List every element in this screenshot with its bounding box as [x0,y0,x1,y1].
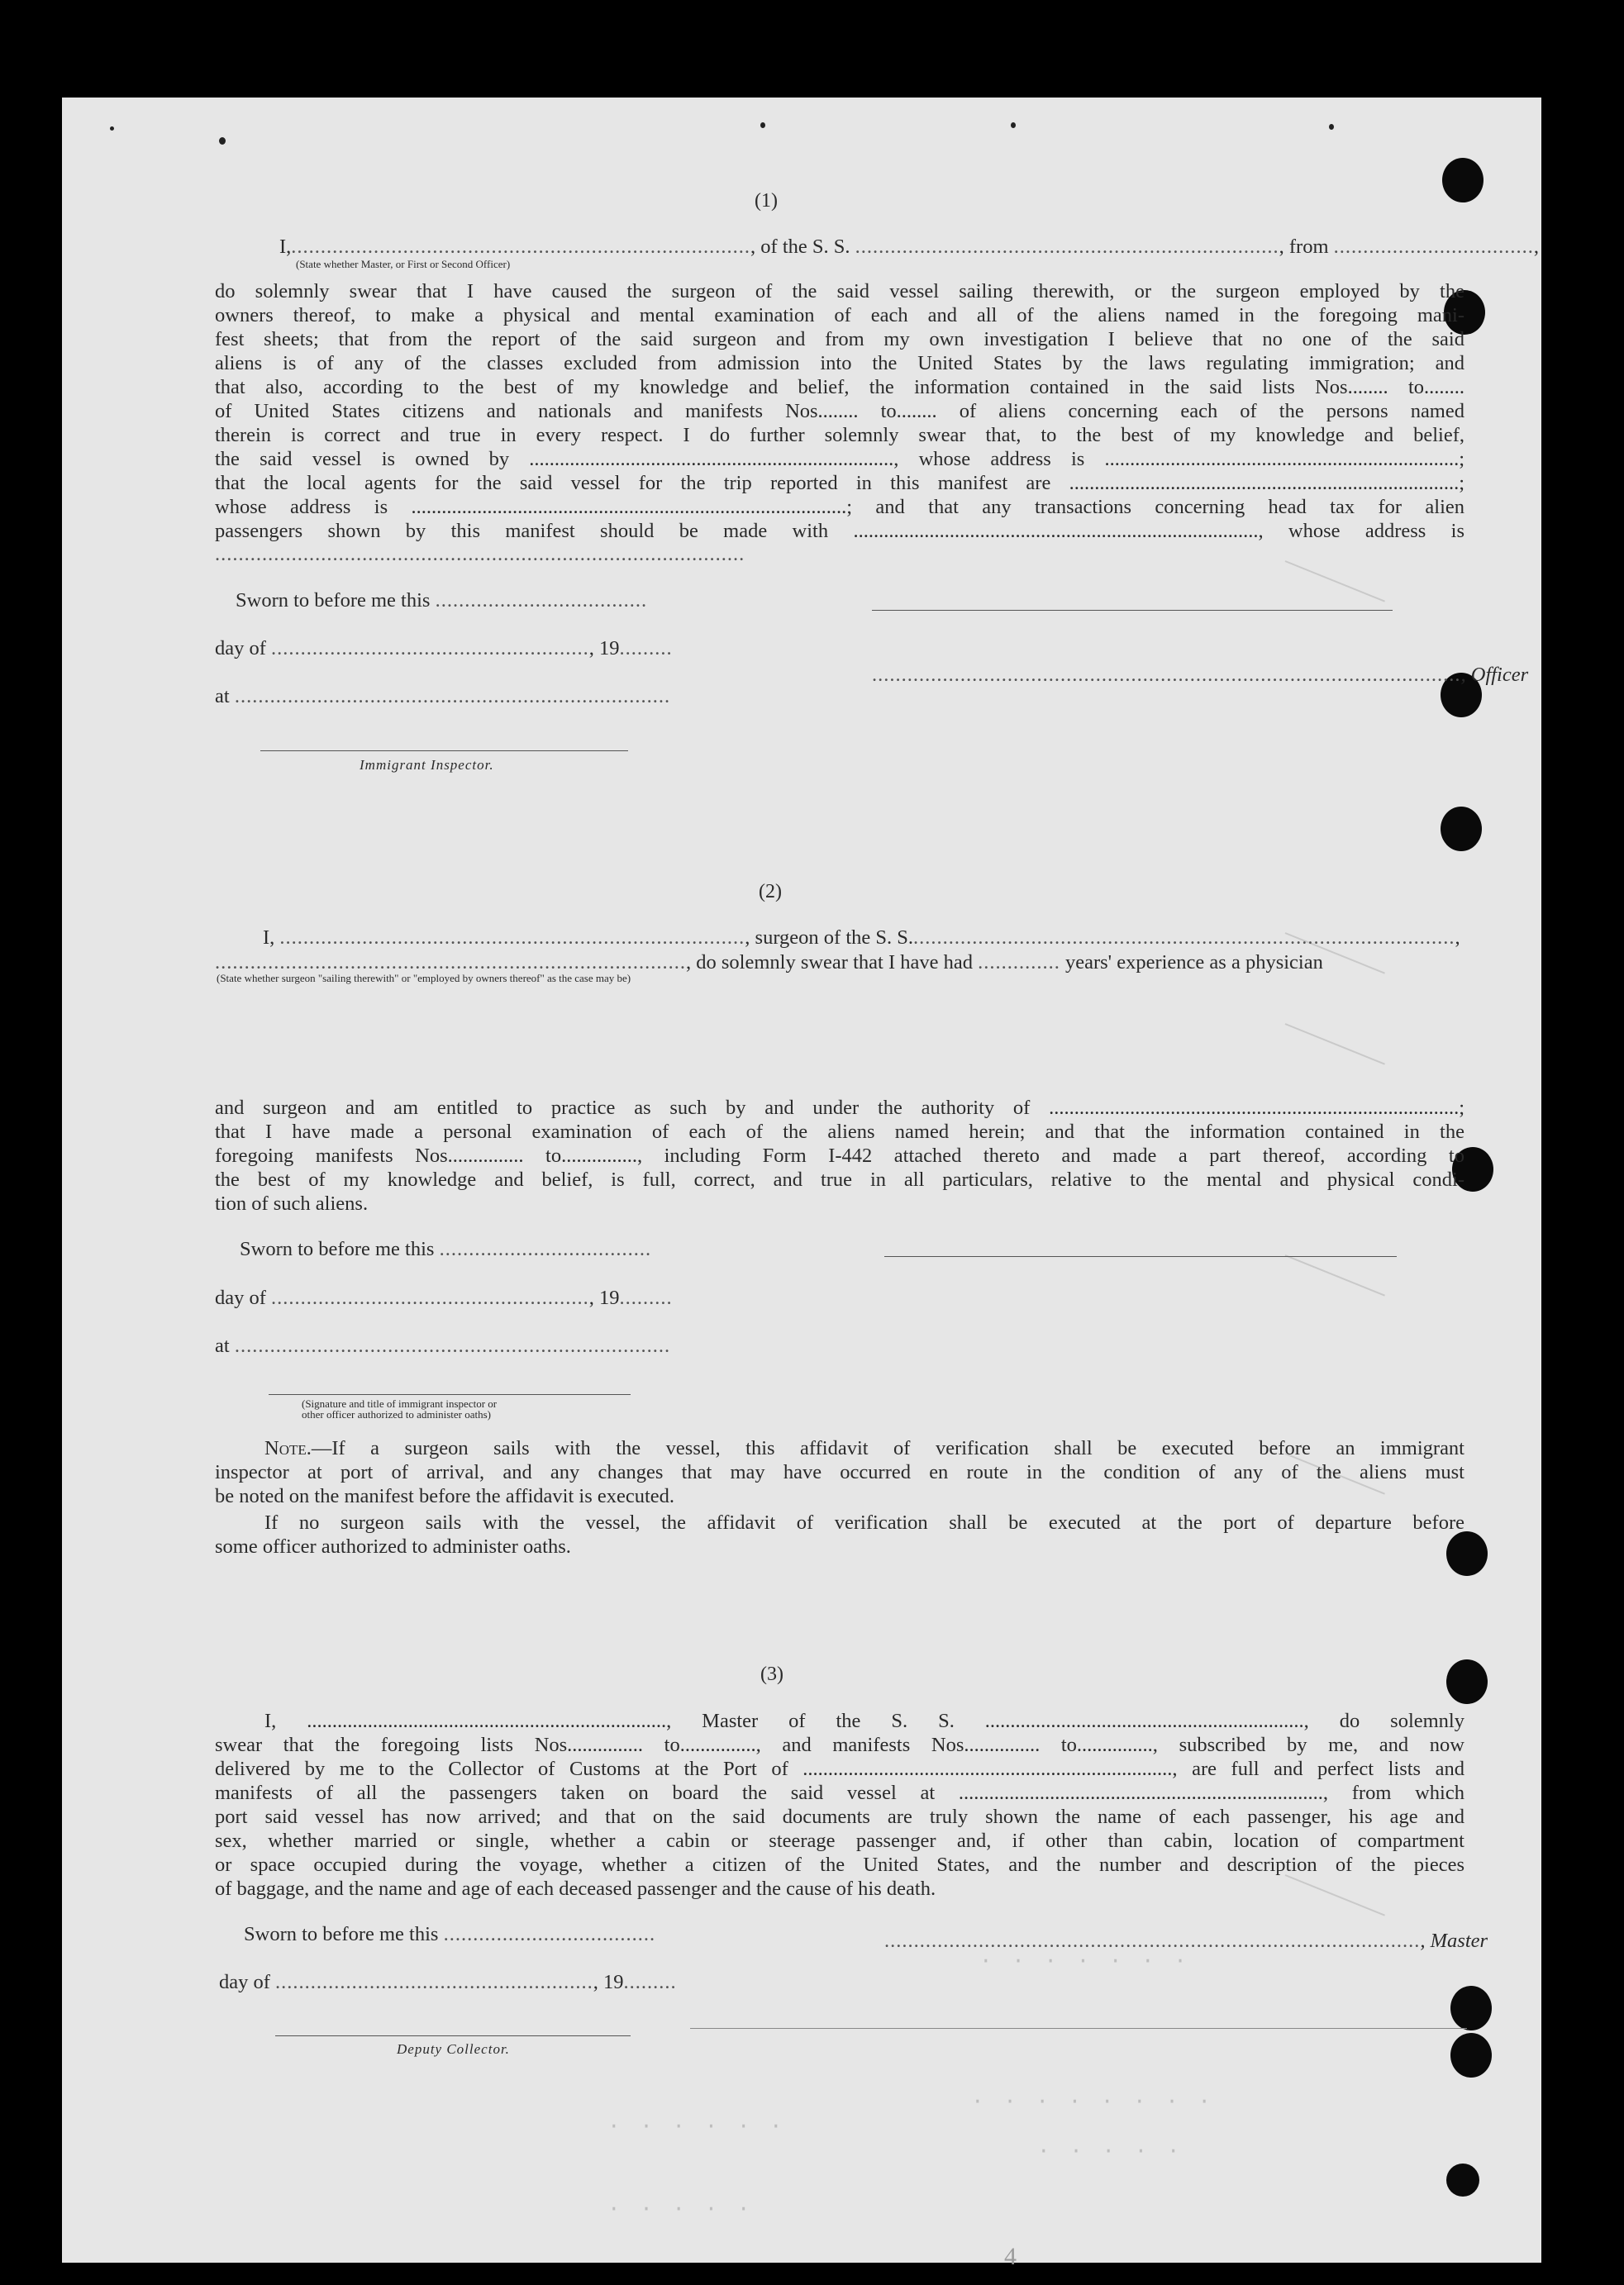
section-1-number: (1) [755,190,778,212]
at-line: at .......................................................................... [215,685,671,707]
day-of-line: day of ......................................................, 19......... [215,1287,673,1309]
punch-hole [1446,2164,1479,2197]
note-line [264,1436,1464,1460]
at-text: at [215,1335,230,1357]
note-line: some officer authorized to administer oaths. [215,1535,571,1558]
signature-line [884,1256,1397,1257]
section-1-oath-line: I,.............................................................................., of the S. S. ........................................................................, from .................................., [279,236,1540,258]
pronoun-i: I, [263,926,275,949]
bleed-through-mark: · · · · · · · [979,1949,1190,1973]
signature-line [260,750,628,751]
at-text: at [215,685,230,707]
signature-title-note: other officer authorized to administer oaths) [302,1408,491,1421]
deputy-collector-label: Deputy Collector. [397,2041,510,2057]
para-line: aliens is of any of the classes excluded from admission into the United States by the laws regulating immigration; and [215,352,1464,374]
scan-streak [1285,1023,1385,1065]
from-text: , from [1279,236,1329,258]
note-line: inspector at port of arrival, and any changes that may have occurred en route in the condition of any of the aliens must [215,1461,1464,1483]
para-line: fest sheets; that from the report of the said surgeon and from my own investigation I believe that no one of the said [215,328,1464,350]
blank-field: ........................................................................ [855,236,1279,258]
signature-title-note: (Signature and title of immigrant inspector or [302,1397,498,1410]
para-line: sex, whether married or single, whether a cabin or steerage passenger and, if other than cabin, location of compartment [215,1830,1464,1852]
para-line: the best of my knowledge and belief, is full, correct, and true in all particulars, relative to the mental and physical condi- [215,1169,1464,1191]
master-label: , Master [1420,1930,1488,1952]
section-2-number: (2) [759,881,782,902]
section-2-years-line [215,952,1323,974]
blank-field: ................................................................................ [215,951,686,974]
blank-field: ............................................................................... [279,926,745,949]
sworn-text: Sworn to before me this [244,1923,439,1945]
sworn-line: Sworn to before me this .................................... [244,1923,656,1945]
years-experience-text: years' experience as a physician [1064,951,1323,974]
surgeon-of-ss-text: , surgeon of the S. S. [745,926,914,949]
document-page [62,98,1541,2270]
section-3-number: (3) [760,1664,783,1685]
note-label: Note. [264,1437,312,1459]
day-of-text: day of [219,1971,270,1993]
year-text: , 19 [588,1287,620,1309]
punch-hole [1441,807,1482,851]
section-3-oath-line: I, ......................................................................., Master of the S. S. ..............................................................., do solemnly [264,1710,1464,1732]
bleed-through-mark: · · · · · · [607,2114,786,2139]
signature-line [872,610,1393,611]
speck [1011,122,1016,128]
signature-line [275,2035,631,2036]
para-line: passengers shown by this manifest should be made with ................................................................................, whose address is [215,520,1464,542]
of-the-ss-text: , of the S. S. [750,236,850,258]
surgeon-status-note: (State whether surgeon "sailing therewith" or "employed by owners thereof" as the case may be) [217,972,631,984]
para-line: port said vessel has now arrived; and that on the said documents are truly shown the name of each passenger, his age and [215,1806,1464,1828]
pronoun-i: I, [279,236,292,258]
blank-field: .......................................................................................... [215,543,745,565]
officer-label: , Officer [1460,664,1529,686]
bottom-rule [690,2028,1467,2029]
scan-streak [1285,1254,1385,1297]
section-2-oath-line: I, ..............................................................................., surgeon of the S. S............................................................................................., [263,926,1460,949]
para-line: do solemnly swear that I have caused the surgeon of the said vessel sailing therewith, or the surgeon employed by the [215,280,1464,302]
sworn-text: Sworn to before me this [240,1238,435,1260]
page-number: 4 [1004,2243,1017,2270]
para-line: manifests of all the passengers taken on board the said vessel at ........................................................................, from which [215,1782,1464,1804]
para-line: and surgeon and am entitled to practice as such by and under the authority of .................................................................................; [215,1097,1464,1119]
para-line: foregoing manifests Nos............... to..............., including Form I-442 attached thereto and made a part thereof, according to [215,1145,1464,1167]
punch-hole [1450,1986,1492,2030]
year-text: , 19 [588,637,620,659]
blank-field: .............................................................................. [291,236,751,258]
bleed-through-mark: · · · · · [1037,2139,1183,2164]
punch-hole [1446,1659,1488,1704]
solemnly-swear-text: , do solemnly swear that I have had [686,951,973,974]
note-line: If no surgeon sails with the vessel, the affidavit of verification shall be executed at the port of departure before [264,1511,1464,1534]
para-line: or space occupied during the voyage, whether a citizen of the United States, and the number and description of the pieces [215,1854,1464,1876]
para-line: the said vessel is owned by ........................................................................, whose address is ......................................................................; [215,448,1464,470]
para-line: of United States citizens and nationals and manifests Nos........ to........ of aliens concerning each of the persons named [215,400,1464,422]
day-of-text: day of [215,1287,266,1309]
speck [110,126,114,131]
signature-line [269,1394,631,1395]
speck [760,122,765,128]
para-line: that the local agents for the said vessel for the trip reported in this manifest are .............................................................................; [215,472,1464,494]
officer-line: ...................................................................................................., Officer [872,664,1529,686]
blank-field: .................................. [1333,236,1534,258]
day-of-line: day of ......................................................, 19......... [219,1971,677,1993]
note-line: be noted on the manifest before the affidavit is executed. [215,1485,675,1507]
day-of-line: day of ......................................................, 19......... [215,637,673,659]
note-text: —If a surgeon sails with the vessel, this affidavit of verification shall be executed before an immigrant [311,1437,1464,1459]
master-line: ..........................................................................................., Master [884,1930,1488,1952]
para-line: whose address is ......................................................................................; and that any transactions concerning head tax for alien [215,496,1464,518]
punch-hole [1450,2033,1492,2078]
day-of-text: day of [215,637,266,659]
speck [219,137,226,145]
scan-streak [1285,560,1385,602]
para-line: therein is correct and true in every respect. I do further solemnly swear that, to the best of my knowledge and belief, [215,424,1464,446]
para-line: that also, according to the best of my knowledge and belief, the information contained in the said lists Nos........ to........ [215,376,1464,398]
speck [1329,124,1334,130]
bleed-through-mark: · · · · · [607,2197,754,2221]
immigrant-inspector-label: Immigrant Inspector. [360,757,494,773]
para-line: tion of such aliens. [215,1192,369,1215]
blank-field: ............................................................................................ [913,926,1455,949]
para-line: swear that the foregoing lists Nos............... to..............., and manifests Nos............... to..............., subscribed by me, and now [215,1734,1464,1756]
para-line: owners thereof, to make a physical and mental examination of each and all of the aliens named in the foregoing mani- [215,304,1464,326]
sworn-line: Sworn to before me this .................................... [240,1238,652,1260]
sworn-text: Sworn to before me this [236,589,431,612]
blank-field: .............. [978,951,1060,974]
at-line: at .......................................................................... [215,1335,671,1357]
sworn-line: Sworn to before me this .................................... [236,589,648,612]
punch-hole [1442,158,1484,202]
year-text: , 19 [593,1971,624,1993]
bleed-through-mark: · · · · · · · · [971,2089,1215,2114]
para-line: delivered by me to the Collector of Customs at the Port of ........................................................................., are full and perfect lists and [215,1758,1464,1780]
para-line: of baggage, and the name and age of each deceased passenger and the cause of his death. [215,1878,936,1900]
para-line: that I have made a personal examination of each of the aliens named herein; and that the information contained in the [215,1121,1464,1143]
officer-rank-note: (State whether Master, or First or Second Officer) [296,258,511,270]
